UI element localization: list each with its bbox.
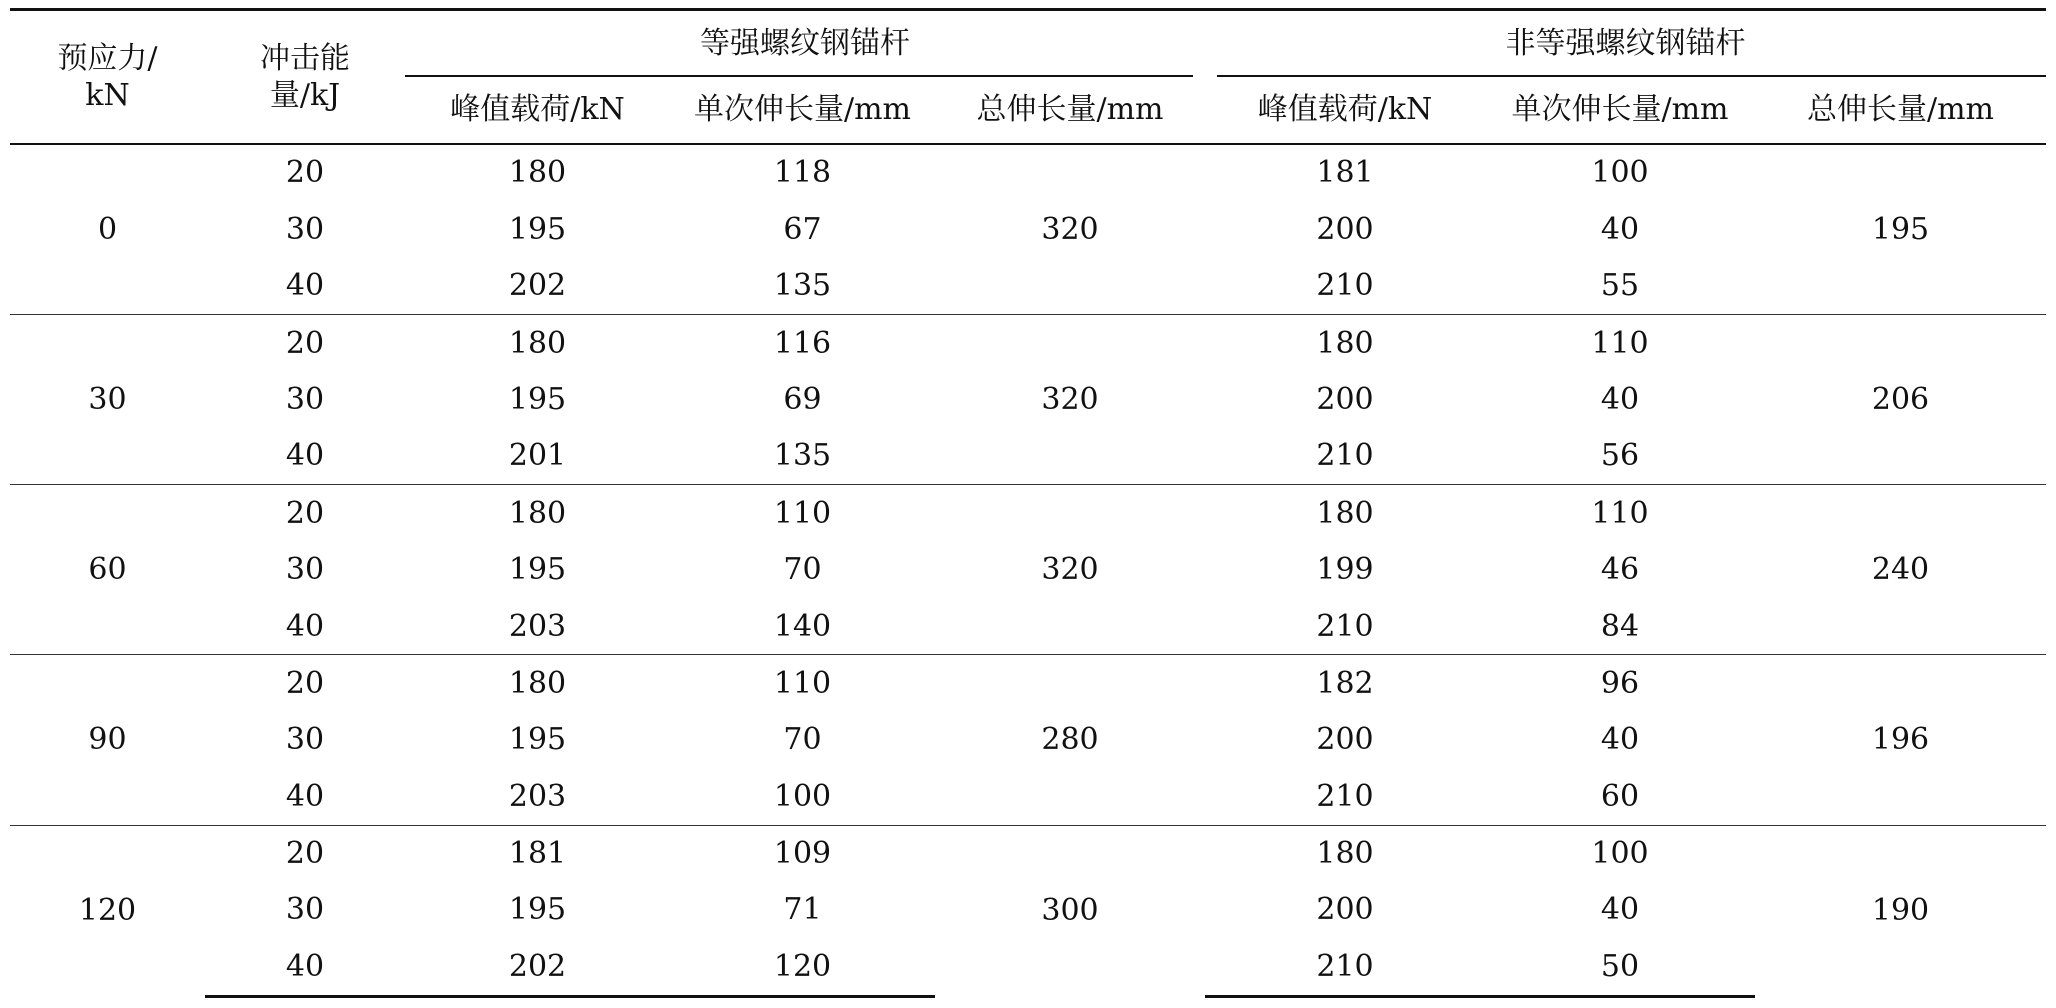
cell-ne-single-elongation: 110 — [1485, 315, 1755, 372]
header-prestress-line2: kN — [85, 78, 130, 113]
cell-ne-peak-load: 210 — [1205, 938, 1485, 996]
cell-eq-single-elongation: 70 — [783, 552, 822, 588]
cell-ne-single-elongation: 55 — [1600, 268, 1640, 304]
cell-eq-peak-load: 195 — [508, 211, 567, 247]
cell-ne-single-elongation: 50 — [1485, 938, 1755, 996]
cell-eq-total-elongation: 320 — [1041, 211, 1099, 247]
header-impact-energy-line2: 量/kJ — [269, 78, 341, 113]
header-eq-peak-load: 峰值载荷/kN — [450, 92, 625, 128]
cell-eq-single-elongation: 110 — [670, 485, 935, 542]
table-row — [10, 315, 2046, 372]
cell-eq-peak-load: 203 — [508, 778, 567, 814]
header-impact-energy — [205, 10, 405, 145]
cell-ne-peak-load: 182 — [1205, 655, 1485, 712]
header-group-equal: 等强螺纹钢锚杆 — [405, 10, 1205, 78]
header-ne-peak-load: 峰值载荷/kN — [1257, 92, 1433, 128]
cell-eq-single-elongation: 71 — [783, 892, 822, 928]
cell-eq-peak-load: 180 — [405, 485, 670, 542]
cell-ne-single-elongation: 56 — [1600, 438, 1640, 474]
cell-eq-single-elongation: 67 — [783, 211, 822, 247]
cell-eq-total-elongation: 320 — [935, 315, 1205, 485]
table-row — [10, 655, 2046, 712]
header-prestress — [10, 10, 205, 145]
header-impact-energy-line1: 冲击能 — [260, 40, 350, 76]
table-row — [10, 825, 2046, 882]
cell-ne-peak-load: 181 — [1316, 155, 1374, 191]
cell-impact-energy: 40 — [285, 268, 325, 304]
cell-eq-peak-load: 202 — [405, 938, 670, 996]
header-eq-single-elongation: 单次伸长量/mm — [693, 92, 911, 128]
cell-impact-energy: 30 — [285, 722, 325, 758]
cell-ne-peak-load: 199 — [1316, 552, 1374, 588]
cell-ne-total-elongation: 206 — [1755, 315, 2046, 485]
cell-ne-peak-load: 210 — [1316, 438, 1374, 474]
cell-eq-total-elongation: 280 — [935, 655, 1205, 825]
cell-impact-energy: 20 — [205, 315, 405, 372]
cell-eq-single-elongation: 116 — [670, 315, 935, 372]
cell-ne-single-elongation: 84 — [1600, 608, 1640, 644]
cell-prestress: 90 — [10, 655, 205, 825]
cell-eq-single-elongation: 135 — [773, 268, 832, 304]
cell-impact-energy: 30 — [285, 892, 325, 928]
cell-ne-single-elongation: 40 — [1600, 382, 1640, 417]
table-container — [10, 8, 2046, 998]
table-row — [10, 485, 2046, 542]
cell-ne-peak-load: 180 — [1205, 825, 1485, 882]
cell-ne-peak-load: 180 — [1205, 485, 1485, 542]
cell-eq-peak-load: 195 — [508, 382, 567, 417]
cell-ne-total-elongation: 196 — [1755, 655, 2046, 825]
table-body — [10, 144, 2046, 997]
cell-eq-peak-load: 201 — [508, 438, 567, 474]
cell-impact-energy: 20 — [205, 485, 405, 542]
cell-eq-peak-load: 180 — [405, 655, 670, 712]
cell-ne-peak-load: 210 — [1316, 608, 1374, 644]
header-ne-total-elongation: 总伸长量/mm — [1806, 92, 1994, 128]
cell-ne-peak-load: 200 — [1316, 382, 1374, 417]
header-group-nonequal: 非等强螺纹钢锚杆 — [1205, 10, 2046, 78]
cell-eq-peak-load: 203 — [508, 608, 567, 644]
cell-impact-energy: 40 — [285, 608, 325, 644]
cell-ne-single-elongation: 110 — [1485, 485, 1755, 542]
cell-eq-peak-load: 195 — [508, 552, 567, 588]
cell-eq-single-elongation: 109 — [670, 825, 935, 882]
cell-impact-energy: 30 — [285, 211, 325, 247]
cell-eq-single-elongation: 135 — [773, 438, 832, 474]
header-prestress-line1: 预应力/ — [57, 40, 158, 76]
cell-ne-total-elongation: 190 — [1755, 825, 2046, 996]
table-row — [10, 144, 2046, 201]
cell-ne-single-elongation: 100 — [1591, 155, 1649, 191]
cell-ne-single-elongation: 40 — [1600, 892, 1640, 928]
cell-impact-energy: 40 — [285, 438, 325, 474]
cell-impact-energy: 40 — [285, 778, 325, 814]
cell-prestress: 30 — [10, 315, 205, 485]
cell-ne-peak-load: 210 — [1316, 268, 1374, 304]
cell-impact-energy: 20 — [205, 655, 405, 712]
cell-eq-total-elongation: 320 — [935, 485, 1205, 655]
table-header — [10, 10, 2046, 145]
cell-ne-single-elongation: 40 — [1600, 211, 1640, 247]
cell-eq-peak-load: 202 — [508, 268, 567, 304]
cell-eq-single-elongation: 69 — [783, 382, 822, 417]
cell-eq-peak-load: 195 — [508, 722, 567, 758]
cell-eq-single-elongation: 100 — [773, 778, 832, 814]
cell-ne-peak-load: 200 — [1316, 722, 1374, 758]
cell-prestress: 60 — [10, 485, 205, 655]
cell-impact-energy: 20 — [285, 155, 325, 191]
cell-impact-energy: 30 — [285, 382, 325, 417]
cell-eq-peak-load: 180 — [508, 155, 567, 191]
header-eq-total-elongation: 总伸长量/mm — [976, 92, 1164, 128]
cell-prestress: 0 — [97, 211, 118, 247]
cell-eq-peak-load: 180 — [405, 315, 670, 372]
cell-prestress: 120 — [10, 825, 205, 996]
cell-eq-single-elongation: 110 — [670, 655, 935, 712]
cell-eq-single-elongation: 120 — [670, 938, 935, 996]
cell-ne-peak-load: 180 — [1205, 315, 1485, 372]
cell-ne-single-elongation: 96 — [1485, 655, 1755, 712]
cell-ne-peak-load: 200 — [1316, 892, 1374, 928]
cell-ne-peak-load: 200 — [1316, 211, 1374, 247]
cell-ne-single-elongation: 100 — [1485, 825, 1755, 882]
cell-ne-peak-load: 210 — [1316, 778, 1374, 814]
cell-ne-total-elongation: 240 — [1755, 485, 2046, 655]
cell-ne-single-elongation: 60 — [1600, 778, 1640, 814]
cell-eq-peak-load: 181 — [405, 825, 670, 882]
data-table — [10, 8, 2046, 998]
cell-impact-energy: 40 — [205, 938, 405, 996]
cell-eq-single-elongation: 70 — [783, 722, 822, 758]
cell-eq-single-elongation: 118 — [773, 155, 832, 191]
header-ne-single-elongation: 单次伸长量/mm — [1511, 92, 1729, 128]
cell-ne-single-elongation: 46 — [1600, 552, 1640, 588]
cell-ne-total-elongation: 195 — [1871, 211, 1930, 247]
header-row-1 — [10, 10, 2046, 78]
cell-eq-total-elongation: 300 — [935, 825, 1205, 996]
cell-impact-energy: 20 — [205, 825, 405, 882]
cell-eq-single-elongation: 140 — [773, 608, 832, 644]
cell-ne-single-elongation: 40 — [1600, 722, 1640, 758]
cell-eq-peak-load: 195 — [508, 892, 567, 928]
cell-impact-energy: 30 — [285, 552, 325, 588]
